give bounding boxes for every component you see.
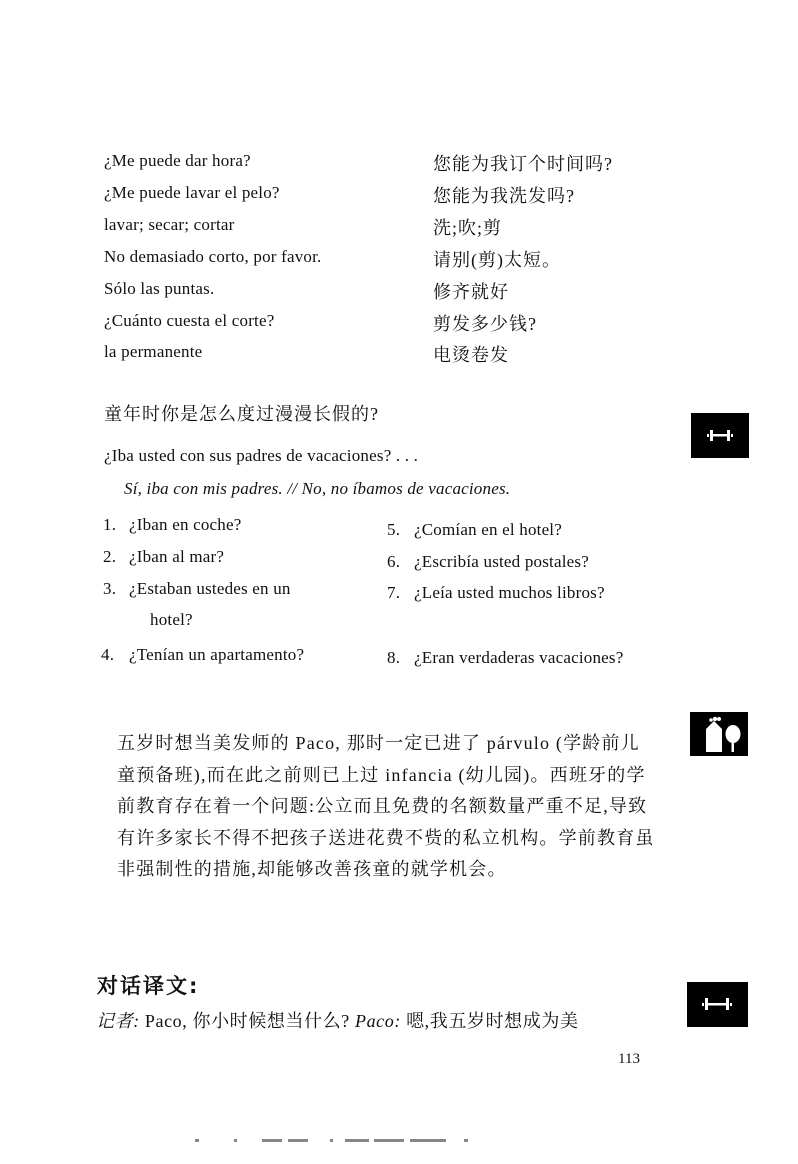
page-number: 113 — [618, 1051, 640, 1067]
exercise-item-number: 8. — [387, 648, 401, 667]
phrase-es: ¿Cuánto cuesta el corte? — [104, 311, 275, 330]
exercise-item: ¿Escribía usted postales? — [414, 552, 589, 571]
phrase-zh: 剪发多少钱? — [433, 314, 537, 334]
phrase-zh: 请别(剪)太短。 — [433, 250, 561, 270]
exercise-prompt: ¿Iba usted con sus padres de vacaciones? . . . — [104, 446, 419, 465]
exercise-item: ¿Tenían un apartamento? — [129, 645, 305, 664]
phrase-es: No demasiado corto, por favor. — [104, 247, 322, 266]
translation-line — [96, 1007, 579, 1033]
phrase-zh: 您能为我订个时间吗? — [433, 154, 613, 174]
exercise-item-number: 6. — [387, 552, 401, 571]
phrase-es: Sólo las puntas. — [104, 279, 215, 298]
exercise-item-number: 5. — [387, 520, 401, 539]
phrase-zh: 洗;吹;剪 — [433, 218, 503, 238]
phrase-es: lavar; secar; cortar — [104, 215, 235, 234]
dialogue-text: 嗯,我五岁时想成为美 — [400, 1011, 579, 1031]
model-answer: Sí, iba con mis padres. // No, no íbamos de vacaciones. — [124, 479, 511, 498]
exercise-item-number: 2. — [103, 547, 117, 566]
exercise-item: ¿Eran verdaderas vacaciones? — [414, 648, 624, 667]
exercise-item: ¿Leía usted muchos libros? — [414, 583, 605, 602]
dialogue-text: Paco, 你小时候想当什么? — [139, 1011, 355, 1031]
exercise-item-number: 3. — [103, 579, 117, 598]
exercise-item-number: 7. — [387, 583, 401, 602]
phrase-zh: 您能为我洗发吗? — [433, 186, 575, 206]
dumbbell-icon — [691, 413, 749, 458]
exercise-title: 童年时你是怎么度过漫漫长假的? — [104, 404, 379, 424]
exercise-item-number: 1. — [103, 515, 117, 534]
speaker-reporter: 记者: — [96, 1011, 140, 1031]
speaker-paco: Paco: — [354, 1011, 401, 1031]
dumbbell-icon — [687, 982, 748, 1027]
exercise-item: ¿Iban en coche? — [129, 515, 242, 534]
phrase-es: la permanente — [104, 342, 203, 361]
exercise-item-number: 4. — [101, 645, 115, 664]
exercise-item-continued: hotel? — [150, 610, 193, 629]
house-tree-icon — [690, 712, 748, 756]
exercise-item: ¿Estaban ustedes en un — [129, 579, 291, 598]
translation-heading: 对话译文: — [97, 974, 200, 998]
phrase-es: ¿Me puede lavar el pelo? — [104, 183, 280, 202]
culture-note: 五岁时想当美发师的 Paco, 那时一定已进了 párvulo (学龄前儿童预备班),而在此之前则已上过 infancia (幼儿园)。西班牙的学前教育存在着一个问题:公立而且免费的名额数量严重不足,导致有许多家长不得不把孩子送进花费不赀的私立机构。学前教育虽非强制性的措施,却能够改善孩童的就学机会。 — [117, 733, 655, 879]
phrase-es: ¿Me puede dar hora? — [104, 151, 251, 170]
phrase-zh: 电烫卷发 — [433, 345, 509, 365]
exercise-item: ¿Iban al mar? — [129, 547, 225, 566]
phrase-zh: 修齐就好 — [433, 282, 509, 302]
exercise-item: ¿Comían en el hotel? — [414, 520, 562, 539]
